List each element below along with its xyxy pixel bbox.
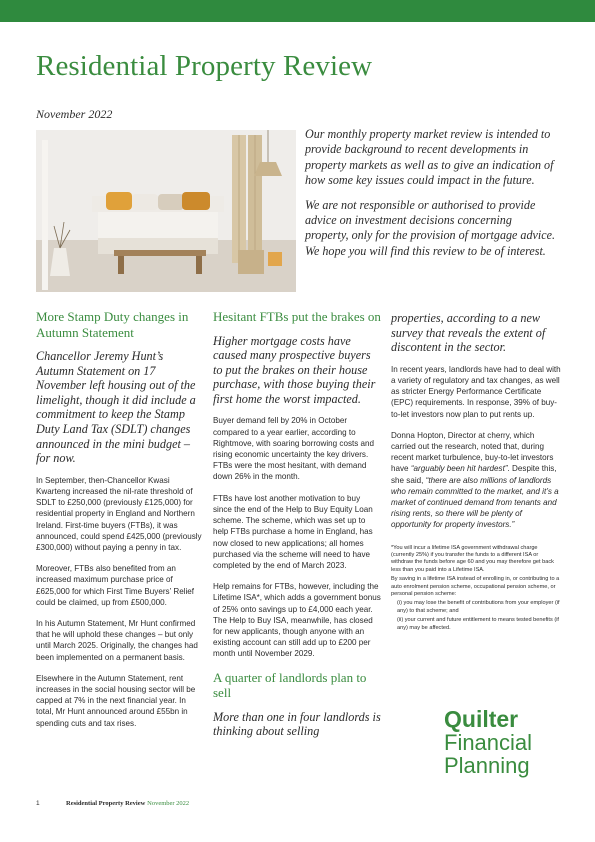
body-paragraph: Elsewhere in the Autumn Statement, rent increases in the social housing sector will be capped at 7% in the next financial year. In total, Mr Hunt announced around £55bn in spending cuts and tax rises. xyxy=(36,673,196,728)
column-ftbs xyxy=(213,309,381,748)
body-paragraph: Moreover, FTBs also benefited from an increased maximum purchase price of £625,000 for which First Time Buyers’ Relief could be claimed, up from £500,000. xyxy=(36,564,195,607)
body-paragraph: Buyer demand fell by 20% in October compared to a year earlier, according to Rightmove, with soaring borrowing costs and rising economic uncertainty the key drivers. FTBs were the most hesitant, with demand down 26% in the month. xyxy=(213,416,375,482)
body-paragraph: In September, then-Chancellor Kwasi Kwarteng increased the nil-rate threshold of SDLT to £250,000 (previously £125,000) for residential property in England and Northern Ireland. First-time buyers (FTBs), it was announced, could spend £425,000 (previously £300,000) without paying a penny in tax. xyxy=(36,475,202,552)
footer-publication: Residential Property Review xyxy=(66,800,146,807)
quote-italic: “arguably been hit hardest” xyxy=(410,464,508,474)
bedroom-illustration xyxy=(36,130,296,292)
section-heading: Hesitant FTBs put the brakes on xyxy=(213,309,381,324)
section-lead-continued: properties, according to a new survey that reveals the extent of discontent in the sector. xyxy=(391,311,546,355)
header-bar xyxy=(0,0,595,22)
logo-line: Financial xyxy=(444,730,533,755)
quote-italic: “there are also millions of landlords who remain committed to the market, and it’s a market of continued demand from tenants and rising rents, so there will be plenty of opportunity for property investors.” xyxy=(391,475,559,530)
body-paragraph: In recent years, landlords have had to deal with a variety of regulatory and tax changes, as well as stricter Energy Performance Certificate (EPC) requirements. In response, 39% of buy-to-let investors now plan to put rents up. xyxy=(391,364,561,419)
page-number: 1 xyxy=(36,800,40,807)
column-landlords xyxy=(391,311,561,634)
section-lead: Chancellor Jeremy Hunt’s Autumn Statement on 17 November left housing out of the limelight, though it did include a commitment to keep the Stamp Duty Land Tax (SDLT) changes announced in the mini budget – for now. xyxy=(36,349,196,466)
page-title: Residential Property Review xyxy=(36,50,373,82)
footnote-item: (i) you may lose the benefit of contributions from your employer (if any) to that scheme; and xyxy=(397,600,560,614)
bedroom-photo xyxy=(36,130,296,292)
section-heading: A quarter of landlords plan to sell xyxy=(213,669,367,701)
intro-paragraph: We are not responsible or authorised to provide advice on investment decisions concerning property, only for the provision of mortgage advice. We hope you will find this review to be of interest. xyxy=(305,197,556,258)
body-paragraph: Help remains for FTBs, however, including the Lifetime ISA*, which adds a government bonus of 25% onto savings up to £4,000 each year. The Help to Buy ISA, meanwhile, has closed for new applicants, though anyone with an existing account can still add up to £200 per month until November 2029. xyxy=(213,582,381,659)
section-heading: More Stamp Duty changes in Autumn Statement xyxy=(36,309,189,340)
intro-block xyxy=(305,127,557,268)
logo-line: Quilter xyxy=(444,706,519,732)
intro-paragraph: Our monthly property market review is intended to provide background to recent developments in property markets as well as to give an indication of how some key issues could impact in the future. xyxy=(305,127,554,188)
issue-date: November 2022 xyxy=(36,107,113,121)
quote-text: Donna Hopton, Director at cherry, which carried out the research, noted that, during recent market turbulence, buy-to-let investors have xyxy=(391,430,554,474)
footnote: *You will incur a lifetime ISA government withdrawal charge (currently 25%) if you transfer the funds to a different ISA or withdraw the funds before age 60 and you may therefore get back less than you paid into a Lifetime ISA. xyxy=(391,544,554,573)
footnote-item: (ii) your current and future entitlement to means tested benefits (if any) may be affected. xyxy=(397,617,559,631)
column-stamp-duty xyxy=(36,309,202,739)
body-paragraph: FTBs have lost another motivation to buy since the end of the Help to Buy Equity Loan scheme. The scheme, which was set up to help FTBs purchase a home in England, has now closed to new applications; all homes purchased via the scheme will need to have completed by the end of March 2023. xyxy=(213,493,373,570)
footnote: By saving in a lifetime ISA instead of enrolling in, or contributing to a auto enrolment pension scheme, occupational pension scheme, or personal pension scheme: xyxy=(391,576,560,598)
footer-date: November 2022 xyxy=(147,800,190,807)
quote-text: . Despite this, she said, xyxy=(391,464,557,485)
logo-line: Planning xyxy=(444,753,530,778)
section-lead: Higher mortgage costs have caused many prospective buyers to put the brakes on their house purchase, with those buying their first home the worst impacted. xyxy=(213,333,376,406)
body-paragraph-quote xyxy=(391,430,561,531)
section-lead: More than one in four landlords is thinking about selling xyxy=(213,709,381,739)
body-paragraph: In his Autumn Statement, Mr Hunt confirmed that he will uphold these changes – but only until March 2025. Originally, the changes had been implemented on a permanent basis. xyxy=(36,618,198,662)
quilter-logo xyxy=(444,708,574,777)
page-footer xyxy=(36,800,189,807)
